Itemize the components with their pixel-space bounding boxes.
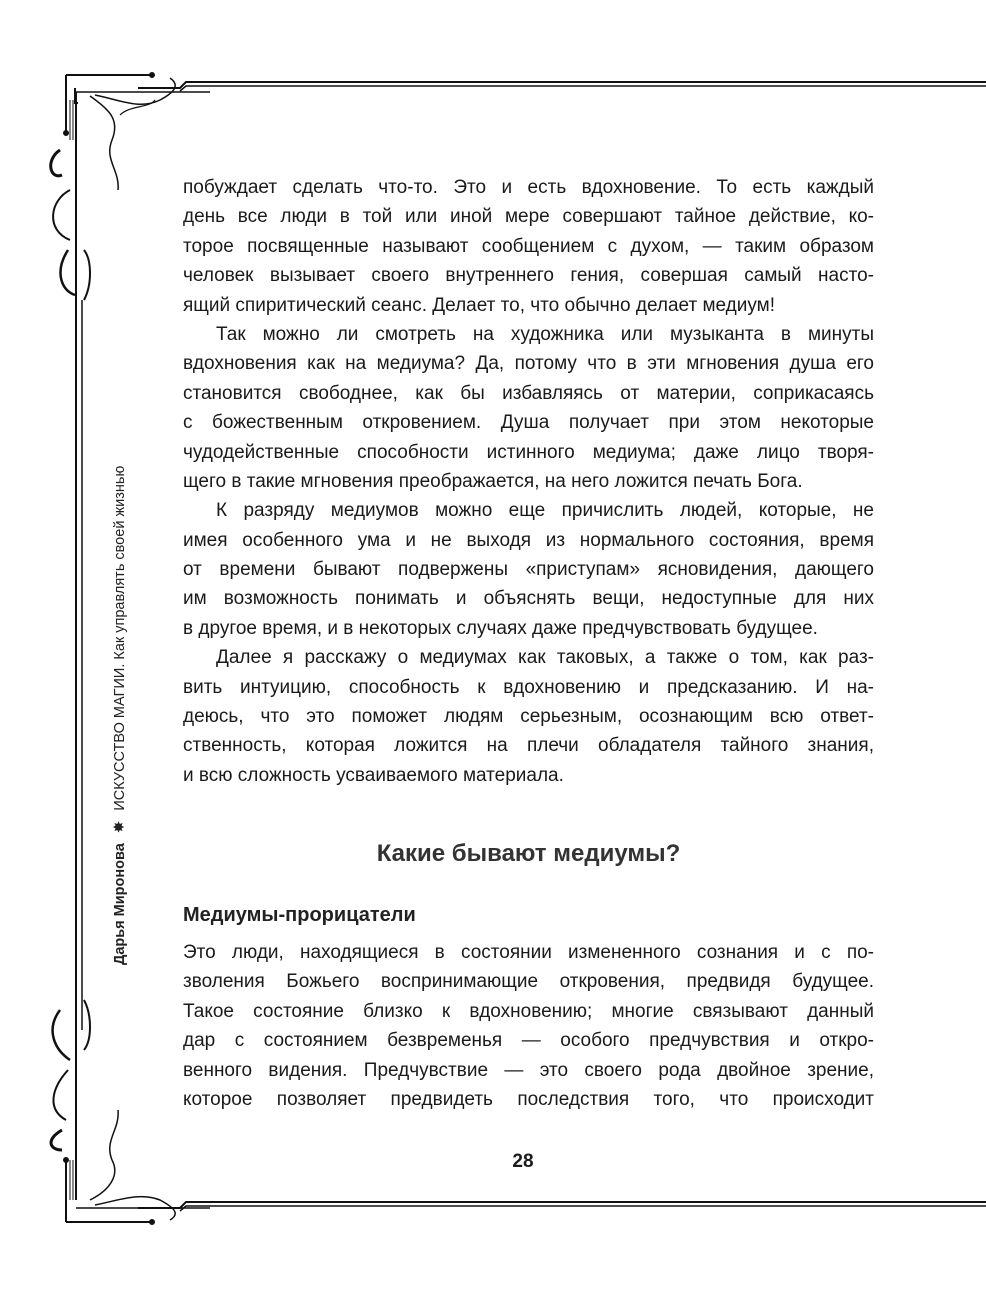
text-line: чудодейственные способности истинного медиума; даже лицо творя- [183, 441, 874, 463]
star-ornament-icon: ✸ [111, 820, 128, 834]
text-line: дар с состоянием безвременья — особого предчувствия и откро- [183, 1030, 874, 1052]
text-line: зволения Божьего воспринимающие откровения, предвидя будущее. [183, 971, 874, 993]
book-title: ИСКУССТВО МАГИИ. Как управлять своей жизнью [112, 465, 128, 811]
author-name: Дарья Миронова [112, 843, 128, 965]
text-line: от времени бывают подвержены «приступам» ясновидения, дающего [183, 559, 874, 581]
text-line: щего в такие мгновения преображается, на него ложится печать Бога. [183, 470, 803, 492]
top-rule-outer [138, 82, 986, 88]
text-line: имея особенного ума и не выходя из нормального состояния, время [183, 529, 874, 551]
text-line: вдохновения как на медиума? Да, потому что в эти мгновения душа его [183, 353, 874, 375]
text-line: в другое время, и в некоторых случаях даже предчувствовать будущее. [183, 617, 818, 639]
running-head-vertical [110, 466, 128, 965]
subsection-heading: Медиумы-прорицатели [183, 904, 416, 926]
text-line: вить интуицию, способность к вдохновению и предсказанию. И на- [183, 676, 874, 698]
text-line: становится свободнее, как бы избавляясь от материи, соприкасаясь [183, 382, 874, 404]
section-heading: Какие бывают медиумы? [376, 840, 681, 867]
text-line: К разряду медиумов можно еще причислить людей, которые, не [216, 500, 874, 522]
text-line: Это люди, находящиеся в состоянии измененного сознания и с по- [183, 942, 874, 963]
text-line: деюсь, что это поможет людям серьезным, осознающим всю ответ- [183, 706, 874, 728]
text-line: ящий спиритический сеанс. Делает то, что обычно делает медиум! [183, 294, 775, 316]
text-line: Так можно ли смотреть на художника или музыканта в минуты [216, 323, 874, 345]
text-line: Далее я расскажу о медиумах как таковых, а также о том, как раз- [216, 647, 874, 669]
text-line: которое позволяет предвидеть последствия того, что происходит [183, 1088, 874, 1110]
text-line: ственность, которая ложится на плечи обладателя тайного знания, [183, 735, 874, 757]
text-line: торое посвященные называют сообщением с духом, — таким образом [183, 235, 874, 257]
text-line: венного видения. Предчувствие — это своего рода двойное зрение, [183, 1059, 874, 1081]
text-line: с божественным откровением. Душа получает при этом некоторые [183, 412, 874, 434]
text-line: Такое состояние близко к вдохновению; многие связывают данный [183, 1000, 874, 1022]
text-line: и всю сложность усваиваемого материала. [183, 764, 564, 786]
section-text [183, 938, 874, 1114]
text-line: день все люди в той или иной мере совершают тайное действие, ко- [183, 206, 874, 228]
text-line: побуждает сделать что-то. Это и есть вдохновение. То есть каждый [183, 177, 874, 198]
body-text [183, 173, 874, 790]
text-line: человек вызывает своего внутреннего гения, совершая самый насто- [183, 265, 874, 287]
page-number: 28 [512, 1151, 534, 1172]
text-line: им возможность понимать и объяснять вещи, недоступные для них [183, 588, 874, 610]
